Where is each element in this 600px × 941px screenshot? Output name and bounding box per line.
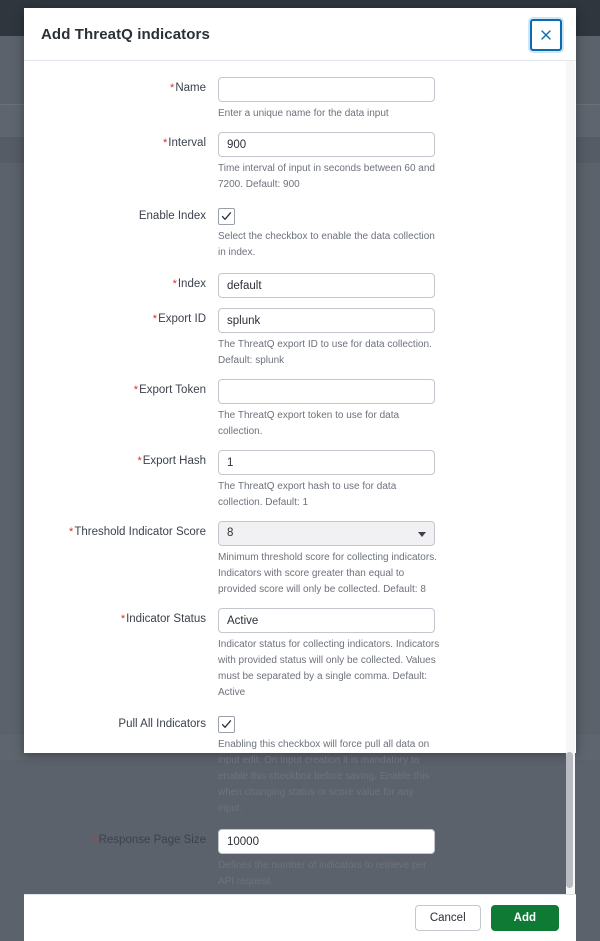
label-export-hash xyxy=(24,450,218,513)
label-text: Export Hash xyxy=(142,455,206,467)
check-icon xyxy=(221,719,232,730)
help-enable-index: Select the checkbox to enable the data collection in index. xyxy=(218,231,435,258)
required-marker: * xyxy=(163,137,168,149)
help-pull-all-indicators: Enabling this checkbox will force pull all data on input edit. On input creation it is mandatory to enable this checkbox before saving. Enable this when changing status or score value for any input. xyxy=(218,739,430,814)
help-name: Enter a unique name for the data input xyxy=(218,108,389,119)
help-export-id: The ThreatQ export ID to use for data collection. Default: splunk xyxy=(218,339,432,366)
field-row-threshold-indicator-score xyxy=(24,521,576,600)
add-button[interactable]: Add xyxy=(491,905,559,931)
modal-footer xyxy=(24,894,576,941)
help-indicator-status: Indicator status for collecting indicators. Indicators with provided status will only be collected. Values must be separated by a single comma. Default: Active xyxy=(218,639,440,698)
required-marker: * xyxy=(137,455,142,467)
field-row-enable-index xyxy=(24,205,576,263)
name-input[interactable] xyxy=(218,77,435,102)
label-enable-index xyxy=(24,205,218,263)
label-text: Index xyxy=(177,278,206,290)
help-interval: Time interval of input in seconds between 60 and 7200. Default: 900 xyxy=(218,163,435,190)
modal-title: Add ThreatQ indicators xyxy=(41,25,210,43)
help-export-hash: The ThreatQ export hash to use for data collection. Default: 1 xyxy=(218,481,397,508)
label-text: Response Page Size xyxy=(98,834,206,846)
label-export-token xyxy=(24,379,218,442)
check-icon xyxy=(221,211,232,222)
label-text: Enable Index xyxy=(138,210,206,222)
required-marker: * xyxy=(120,613,126,625)
label-text: Export ID xyxy=(158,313,206,325)
label-pull-all-indicators xyxy=(24,713,218,819)
export-token-input[interactable] xyxy=(218,379,435,404)
field-row-export-hash xyxy=(24,450,576,513)
label-text: Name xyxy=(175,82,206,94)
label-response-page-size xyxy=(24,829,218,892)
interval-input[interactable] xyxy=(218,132,435,157)
label-name xyxy=(24,77,218,124)
modal-scrollbar-thumb[interactable] xyxy=(566,752,573,888)
field-row-index xyxy=(24,273,576,298)
field-row-indicator-status xyxy=(24,608,576,703)
modal-header xyxy=(24,8,576,61)
index-input[interactable] xyxy=(218,273,435,298)
field-row-export-id xyxy=(24,308,576,371)
add-threatq-indicators-modal xyxy=(24,8,576,924)
modal-scrollbar-track[interactable] xyxy=(566,61,575,894)
cancel-button[interactable]: Cancel xyxy=(415,905,481,931)
label-text: Export Token xyxy=(139,384,206,396)
label-interval xyxy=(24,132,218,195)
pull-all-indicators-checkbox[interactable] xyxy=(218,716,235,733)
response-page-size-input[interactable] xyxy=(218,829,435,854)
export-hash-input[interactable] xyxy=(218,450,435,475)
enable-index-checkbox[interactable] xyxy=(218,208,235,225)
export-id-input[interactable] xyxy=(218,308,435,333)
field-row-pull-all-indicators xyxy=(24,713,576,819)
field-row-interval xyxy=(24,132,576,195)
indicator-status-input[interactable] xyxy=(218,608,435,633)
label-indicator-status xyxy=(24,608,218,703)
required-marker: * xyxy=(93,834,98,846)
close-button[interactable] xyxy=(530,19,562,51)
modal-body xyxy=(24,61,576,894)
field-row-response-page-size xyxy=(24,829,576,892)
close-icon xyxy=(540,29,552,41)
label-index xyxy=(24,273,218,298)
required-marker: * xyxy=(133,384,139,396)
label-text: Indicator Status xyxy=(126,613,206,625)
label-threshold-indicator-score xyxy=(24,521,218,600)
required-marker: * xyxy=(152,313,158,325)
required-marker: * xyxy=(69,526,74,538)
help-threshold-indicator-score: Minimum threshold score for collecting indicators. Indicators with score greater than equal to provided score will only be collected. Default: 8 xyxy=(218,552,437,595)
required-marker: * xyxy=(170,82,175,94)
threshold-indicator-score-select[interactable]: 8 xyxy=(218,521,435,546)
label-export-id xyxy=(24,308,218,371)
label-text: Threshold Indicator Score xyxy=(74,526,206,538)
field-row-export-token xyxy=(24,379,576,442)
required-marker: * xyxy=(172,278,177,290)
help-response-page-size: Defines the number of indicators to retrieve per API request. xyxy=(218,860,427,887)
label-text: Pull All Indicators xyxy=(118,718,206,730)
help-export-token: The ThreatQ export token to use for data collection. xyxy=(218,410,400,437)
label-text: Interval xyxy=(168,137,206,149)
field-row-name xyxy=(24,77,576,124)
